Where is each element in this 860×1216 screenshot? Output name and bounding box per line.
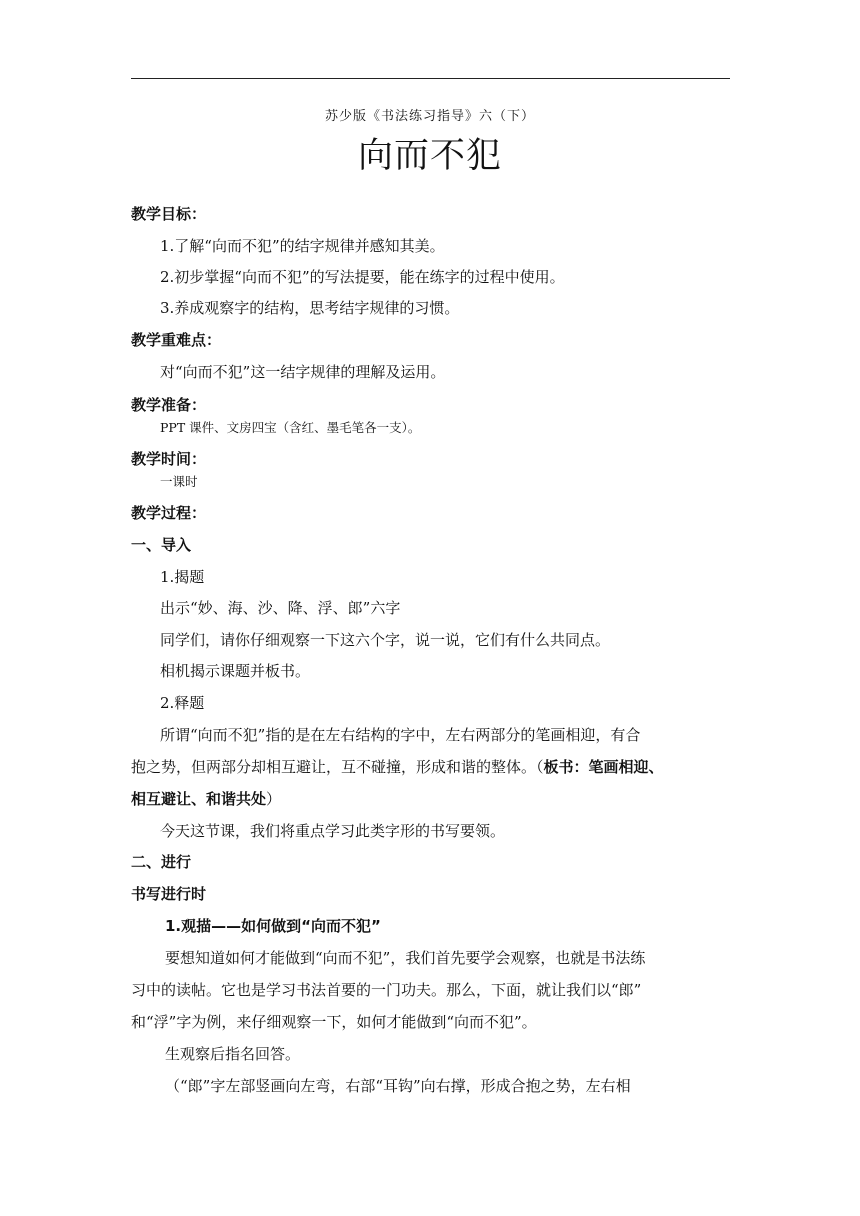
- process-heading: 教学过程：: [131, 504, 207, 522]
- goals-heading: 教学目标：: [131, 205, 207, 223]
- proceed-subheading: 书写进行时: [131, 885, 207, 903]
- difficulty-text: 对“向而不犯”这一结字规律的理解及运用。: [160, 363, 446, 381]
- time-text: 一课时: [160, 474, 198, 489]
- prep-heading: 教学准备：: [131, 396, 207, 414]
- proceed-para-1: 要想知道如何才能做到“向而不犯”，我们首先要学会观察，也就是书法练: [165, 949, 646, 967]
- goal-item: 1.了解“向而不犯”的结字规律并感知其美。: [160, 237, 445, 255]
- goal-item: 3.养成观察字的结构，思考结字规律的习惯。: [160, 299, 460, 317]
- document-subtitle: 苏少版《书法练习指导》六（下）: [324, 109, 535, 124]
- proceed-heading: 二、进行: [131, 853, 192, 871]
- prep-text: PPT 课件、文房四宝（含红、墨毛笔各一支）。: [160, 420, 421, 435]
- explain-text: 抱之势，但两部分却相互避让，互不碰撞，形成和谐的整体。（: [131, 758, 544, 776]
- board-note: 板书：笔画相迎、: [543, 758, 664, 776]
- difficulty-heading: 教学重难点：: [131, 331, 222, 349]
- intro-ask: 同学们，请你仔细观察一下这六个字，说一说，它们有什么共同点。: [160, 631, 611, 649]
- intro-show: 出示“妙、海、沙、降、浮、郎”六字: [160, 599, 401, 617]
- proceed-para-3: 和“浮”字为例，来仔细观察一下，如何才能做到“向而不犯”。: [131, 1013, 537, 1031]
- intro-today: 今天这节课，我们将重点学习此类字形的书写要领。: [160, 822, 506, 840]
- intro-reveal: 相机揭示课题并板书。: [160, 662, 311, 680]
- intro-step1: 1.揭题: [160, 568, 205, 586]
- intro-heading: 一、导入: [131, 536, 192, 554]
- proceed-para-2: 习中的读帖。它也是学习书法首要的一门功夫。那么，下面，就让我们以“郎”: [131, 981, 642, 999]
- time-heading: 教学时间：: [131, 450, 207, 468]
- proceed-step1: 1.观描——如何做到“向而不犯”: [165, 917, 381, 935]
- proceed-answer: 生观察后指名回答。: [165, 1045, 301, 1063]
- board-note-cont: 相互避让、和谐共处: [131, 790, 267, 808]
- goal-item: 2.初步掌握“向而不犯”的写法提要，能在练字的过程中使用。: [160, 268, 565, 286]
- header-rule: [131, 78, 730, 79]
- explain-close: ）: [266, 790, 282, 808]
- document-title: 向而不犯: [357, 136, 502, 176]
- intro-step2: 2.释题: [160, 694, 205, 712]
- explain-line-3: [131, 789, 281, 809]
- explain-line-2: [131, 757, 664, 777]
- explain-line-1: 所谓“向而不犯”指的是在左右结构的字中，左右两部分的笔画相迎，有合: [160, 726, 641, 744]
- proceed-analysis: （“郎”字左部竖画向左弯，右部“耳钩”向右撑，形成合抱之势，左右相: [165, 1077, 631, 1095]
